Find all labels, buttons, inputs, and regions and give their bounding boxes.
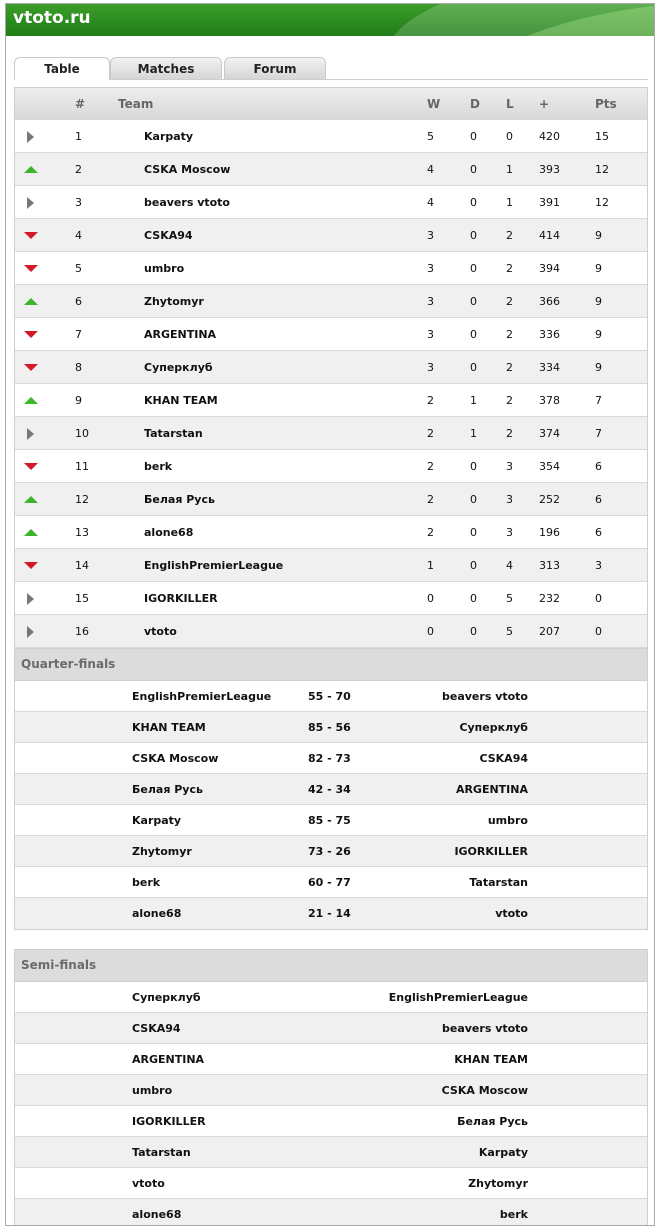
- trend-same-icon: [27, 593, 34, 605]
- trend-same-icon: [27, 626, 34, 638]
- row-position: 6: [75, 295, 82, 308]
- row-pts: 9: [595, 328, 602, 341]
- trend-same-icon: [27, 131, 34, 143]
- row-points-for: 354: [539, 460, 560, 473]
- header-losses: L: [506, 88, 514, 121]
- away-team-link[interactable]: KHAN TEAM: [454, 1053, 528, 1066]
- match-row[interactable]: [15, 774, 647, 805]
- site-header: [6, 4, 655, 36]
- row-wins: 2: [427, 526, 434, 539]
- team-name-link[interactable]: berk: [144, 460, 173, 473]
- row-wins: 3: [427, 295, 434, 308]
- match-score: 21 - 14: [308, 907, 351, 920]
- row-pts: 9: [595, 361, 602, 374]
- row-position: 3: [75, 196, 82, 209]
- home-team-link[interactable]: Zhytomyr: [132, 845, 192, 858]
- home-team-link[interactable]: CSKA Moscow: [132, 752, 219, 765]
- row-wins: 2: [427, 394, 434, 407]
- away-team-link[interactable]: Суперклуб: [459, 721, 528, 734]
- table-row[interactable]: [15, 285, 647, 318]
- row-points-for: 336: [539, 328, 560, 341]
- tab-matches[interactable]: Matches: [110, 57, 222, 79]
- row-position: 7: [75, 328, 82, 341]
- away-team-link[interactable]: CSKA Moscow: [441, 1084, 528, 1097]
- row-pts: 9: [595, 295, 602, 308]
- table-row[interactable]: [15, 351, 647, 384]
- row-wins: 1: [427, 559, 434, 572]
- header-pts: Pts: [595, 88, 617, 121]
- row-draws: 0: [470, 295, 477, 308]
- trend-down-icon: [24, 562, 38, 569]
- row-pts: 6: [595, 493, 602, 506]
- away-team-link[interactable]: berk: [499, 1208, 528, 1221]
- row-position: 16: [75, 625, 89, 638]
- row-losses: 2: [506, 262, 513, 275]
- home-team-link[interactable]: alone68: [132, 1208, 182, 1221]
- row-losses: 5: [506, 592, 513, 605]
- match-row[interactable]: [15, 712, 647, 743]
- row-wins: 4: [427, 196, 434, 209]
- row-position: 13: [75, 526, 89, 539]
- row-position: 5: [75, 262, 82, 275]
- row-points-for: 394: [539, 262, 560, 275]
- row-draws: 1: [470, 394, 477, 407]
- row-draws: 1: [470, 427, 477, 440]
- row-pts: 6: [595, 526, 602, 539]
- row-wins: 5: [427, 130, 434, 143]
- away-team-link[interactable]: Tatarstan: [469, 876, 528, 889]
- quarter-finals-panel: [14, 649, 648, 930]
- row-points-for: 334: [539, 361, 560, 374]
- quarter-finals-title: Quarter-finals: [15, 649, 647, 681]
- team-name-link[interactable]: Tatarstan: [144, 427, 203, 440]
- match-row[interactable]: [15, 743, 647, 774]
- row-position: 10: [75, 427, 89, 440]
- table-row[interactable]: [15, 450, 647, 483]
- row-wins: 4: [427, 163, 434, 176]
- team-name-link[interactable]: Karpaty: [144, 130, 194, 143]
- trend-up-icon: [24, 496, 38, 503]
- match-row[interactable]: [15, 1168, 647, 1199]
- row-draws: 0: [470, 328, 477, 341]
- row-position: 9: [75, 394, 82, 407]
- trend-same-icon: [27, 428, 34, 440]
- row-position: 14: [75, 559, 89, 572]
- home-team-link[interactable]: KHAN TEAM: [132, 721, 206, 734]
- row-pts: 15: [595, 130, 609, 143]
- table-row[interactable]: [15, 483, 647, 516]
- row-points-for: 378: [539, 394, 560, 407]
- row-points-for: 207: [539, 625, 560, 638]
- home-team-link[interactable]: Суперклуб: [132, 991, 201, 1004]
- team-name-link[interactable]: alone68: [144, 526, 194, 539]
- away-team-link[interactable]: Karpaty: [478, 1146, 528, 1159]
- row-wins: 0: [427, 625, 434, 638]
- header-team: Team: [118, 97, 154, 111]
- row-position: 15: [75, 592, 89, 605]
- home-team-link[interactable]: IGORKILLER: [132, 1115, 206, 1128]
- away-team-link[interactable]: ARGENTINA: [455, 783, 528, 796]
- row-pts: 7: [595, 427, 602, 440]
- row-draws: 0: [470, 163, 477, 176]
- match-row[interactable]: [15, 1013, 647, 1044]
- row-wins: 0: [427, 592, 434, 605]
- row-points-for: 366: [539, 295, 560, 308]
- table-row[interactable]: [15, 252, 647, 285]
- row-points-for: 232: [539, 592, 560, 605]
- row-points-for: 414: [539, 229, 560, 242]
- table-row[interactable]: [15, 120, 647, 153]
- row-pts: 9: [595, 262, 602, 275]
- match-score: 60 - 77: [308, 876, 351, 889]
- row-losses: 2: [506, 328, 513, 341]
- table-row[interactable]: [15, 186, 647, 219]
- header-pos: #: [75, 97, 86, 111]
- home-team-link[interactable]: Белая Русь: [132, 783, 203, 796]
- away-team-link[interactable]: IGORKILLER: [454, 845, 528, 858]
- match-score: 42 - 34: [308, 783, 351, 796]
- home-team-link[interactable]: Tatarstan: [132, 1146, 191, 1159]
- row-points-for: 252: [539, 493, 560, 506]
- row-losses: 2: [506, 229, 513, 242]
- match-score: 55 - 70: [308, 690, 351, 703]
- row-pts: 7: [595, 394, 602, 407]
- row-pts: 3: [595, 559, 602, 572]
- row-pts: 0: [595, 625, 602, 638]
- row-position: 4: [75, 229, 82, 242]
- row-losses: 0: [506, 130, 513, 143]
- away-team-link[interactable]: beavers vtoto: [442, 1022, 528, 1035]
- semi-finals-panel: [14, 949, 648, 1226]
- row-draws: 0: [470, 493, 477, 506]
- tab-table[interactable]: Table: [14, 57, 110, 80]
- table-row[interactable]: [15, 615, 647, 648]
- team-name-link[interactable]: EnglishPremierLeague: [144, 559, 284, 572]
- home-team-link[interactable]: berk: [132, 876, 161, 889]
- match-score: 73 - 26: [308, 845, 351, 858]
- standings-table: [14, 87, 648, 649]
- semi-finals-title: Semi-finals: [15, 950, 647, 982]
- row-points-for: 391: [539, 196, 560, 209]
- home-team-link[interactable]: ARGENTINA: [132, 1053, 205, 1066]
- row-draws: 0: [470, 361, 477, 374]
- row-points-for: 393: [539, 163, 560, 176]
- match-row[interactable]: [15, 982, 647, 1013]
- row-losses: 3: [506, 526, 513, 539]
- home-team-link[interactable]: CSKA94: [132, 1022, 181, 1035]
- page-frame: [5, 3, 655, 1226]
- site-title[interactable]: vtoto.ru: [13, 8, 91, 28]
- trend-up-icon: [24, 298, 38, 305]
- row-wins: 3: [427, 328, 434, 341]
- row-draws: 0: [470, 559, 477, 572]
- row-points-for: 420: [539, 130, 560, 143]
- row-losses: 3: [506, 493, 513, 506]
- row-losses: 5: [506, 625, 513, 638]
- home-team-link[interactable]: umbro: [132, 1084, 173, 1097]
- home-team-link[interactable]: Karpaty: [132, 814, 182, 827]
- match-row[interactable]: [15, 1137, 647, 1168]
- row-draws: 0: [470, 592, 477, 605]
- row-losses: 2: [506, 295, 513, 308]
- row-pts: 0: [595, 592, 602, 605]
- match-row[interactable]: [15, 867, 647, 898]
- away-team-link[interactable]: EnglishPremierLeague: [388, 991, 528, 1004]
- header-wins: W: [427, 88, 440, 121]
- trend-up-icon: [24, 397, 38, 404]
- match-row[interactable]: [15, 836, 647, 867]
- row-wins: 3: [427, 229, 434, 242]
- row-draws: 0: [470, 460, 477, 473]
- row-losses: 3: [506, 460, 513, 473]
- row-losses: 1: [506, 163, 513, 176]
- trend-down-icon: [24, 364, 38, 371]
- row-wins: 2: [427, 460, 434, 473]
- table-row[interactable]: [15, 384, 647, 417]
- row-wins: 2: [427, 427, 434, 440]
- row-position: 8: [75, 361, 82, 374]
- table-row[interactable]: [15, 582, 647, 615]
- table-row[interactable]: [15, 219, 647, 252]
- home-team-link[interactable]: vtoto: [132, 1177, 165, 1190]
- header-draws: D: [470, 88, 480, 121]
- trend-down-icon: [24, 265, 38, 272]
- away-team-link[interactable]: umbro: [487, 814, 528, 827]
- header-points-for: +: [539, 97, 550, 111]
- row-pts: 12: [595, 163, 609, 176]
- team-name-link[interactable]: KHAN TEAM: [144, 394, 218, 407]
- trend-down-icon: [24, 463, 38, 470]
- trend-up-icon: [24, 529, 38, 536]
- away-team-link[interactable]: CSKA94: [479, 752, 528, 765]
- table-row[interactable]: [15, 318, 647, 351]
- team-name-link[interactable]: Суперклуб: [144, 361, 213, 374]
- table-row[interactable]: [15, 549, 647, 582]
- row-pts: 6: [595, 460, 602, 473]
- team-name-link[interactable]: umbro: [144, 262, 185, 275]
- trend-same-icon: [27, 197, 34, 209]
- tab-bar: [14, 57, 648, 80]
- match-score: 85 - 56: [308, 721, 351, 734]
- row-losses: 2: [506, 361, 513, 374]
- row-draws: 0: [470, 196, 477, 209]
- team-name-link[interactable]: ARGENTINA: [144, 328, 217, 341]
- match-row[interactable]: [15, 1075, 647, 1106]
- table-row[interactable]: [15, 417, 647, 450]
- row-points-for: 374: [539, 427, 560, 440]
- away-team-link[interactable]: vtoto: [495, 907, 528, 920]
- team-name-link[interactable]: CSKA Moscow: [144, 163, 231, 176]
- tab-forum[interactable]: Forum: [224, 57, 326, 79]
- row-draws: 0: [470, 526, 477, 539]
- row-pts: 9: [595, 229, 602, 242]
- row-position: 11: [75, 460, 89, 473]
- row-losses: 4: [506, 559, 513, 572]
- match-row[interactable]: [15, 1106, 647, 1137]
- away-team-link[interactable]: Белая Русь: [457, 1115, 528, 1128]
- row-points-for: 313: [539, 559, 560, 572]
- row-losses: 2: [506, 427, 513, 440]
- standings-header-row: [15, 88, 647, 120]
- row-position: 1: [75, 130, 82, 143]
- row-points-for: 196: [539, 526, 560, 539]
- row-wins: 3: [427, 361, 434, 374]
- row-position: 2: [75, 163, 82, 176]
- away-team-link[interactable]: beavers vtoto: [442, 690, 528, 703]
- home-team-link[interactable]: EnglishPremierLeague: [132, 690, 272, 703]
- match-row[interactable]: [15, 1044, 647, 1075]
- row-wins: 3: [427, 262, 434, 275]
- trend-down-icon: [24, 232, 38, 239]
- row-losses: 2: [506, 394, 513, 407]
- team-name-link[interactable]: Zhytomyr: [144, 295, 204, 308]
- match-score: 85 - 75: [308, 814, 351, 827]
- match-row[interactable]: [15, 898, 647, 929]
- table-row[interactable]: [15, 153, 647, 186]
- row-wins: 2: [427, 493, 434, 506]
- match-row[interactable]: [15, 681, 647, 712]
- row-losses: 1: [506, 196, 513, 209]
- match-score: 82 - 73: [308, 752, 351, 765]
- row-draws: 0: [470, 625, 477, 638]
- row-pts: 12: [595, 196, 609, 209]
- row-draws: 0: [470, 262, 477, 275]
- team-name-link[interactable]: CSKA94: [144, 229, 193, 242]
- team-name-link[interactable]: vtoto: [144, 625, 177, 638]
- trend-down-icon: [24, 331, 38, 338]
- match-row[interactable]: [15, 1199, 647, 1226]
- trend-up-icon: [24, 166, 38, 173]
- row-position: 12: [75, 493, 89, 506]
- team-name-link[interactable]: beavers vtoto: [144, 196, 230, 209]
- team-name-link[interactable]: Белая Русь: [144, 493, 215, 506]
- home-team-link[interactable]: alone68: [132, 907, 182, 920]
- away-team-link[interactable]: Zhytomyr: [468, 1177, 528, 1190]
- team-name-link[interactable]: IGORKILLER: [144, 592, 218, 605]
- match-row[interactable]: [15, 805, 647, 836]
- row-draws: 0: [470, 229, 477, 242]
- row-draws: 0: [470, 130, 477, 143]
- table-row[interactable]: [15, 516, 647, 549]
